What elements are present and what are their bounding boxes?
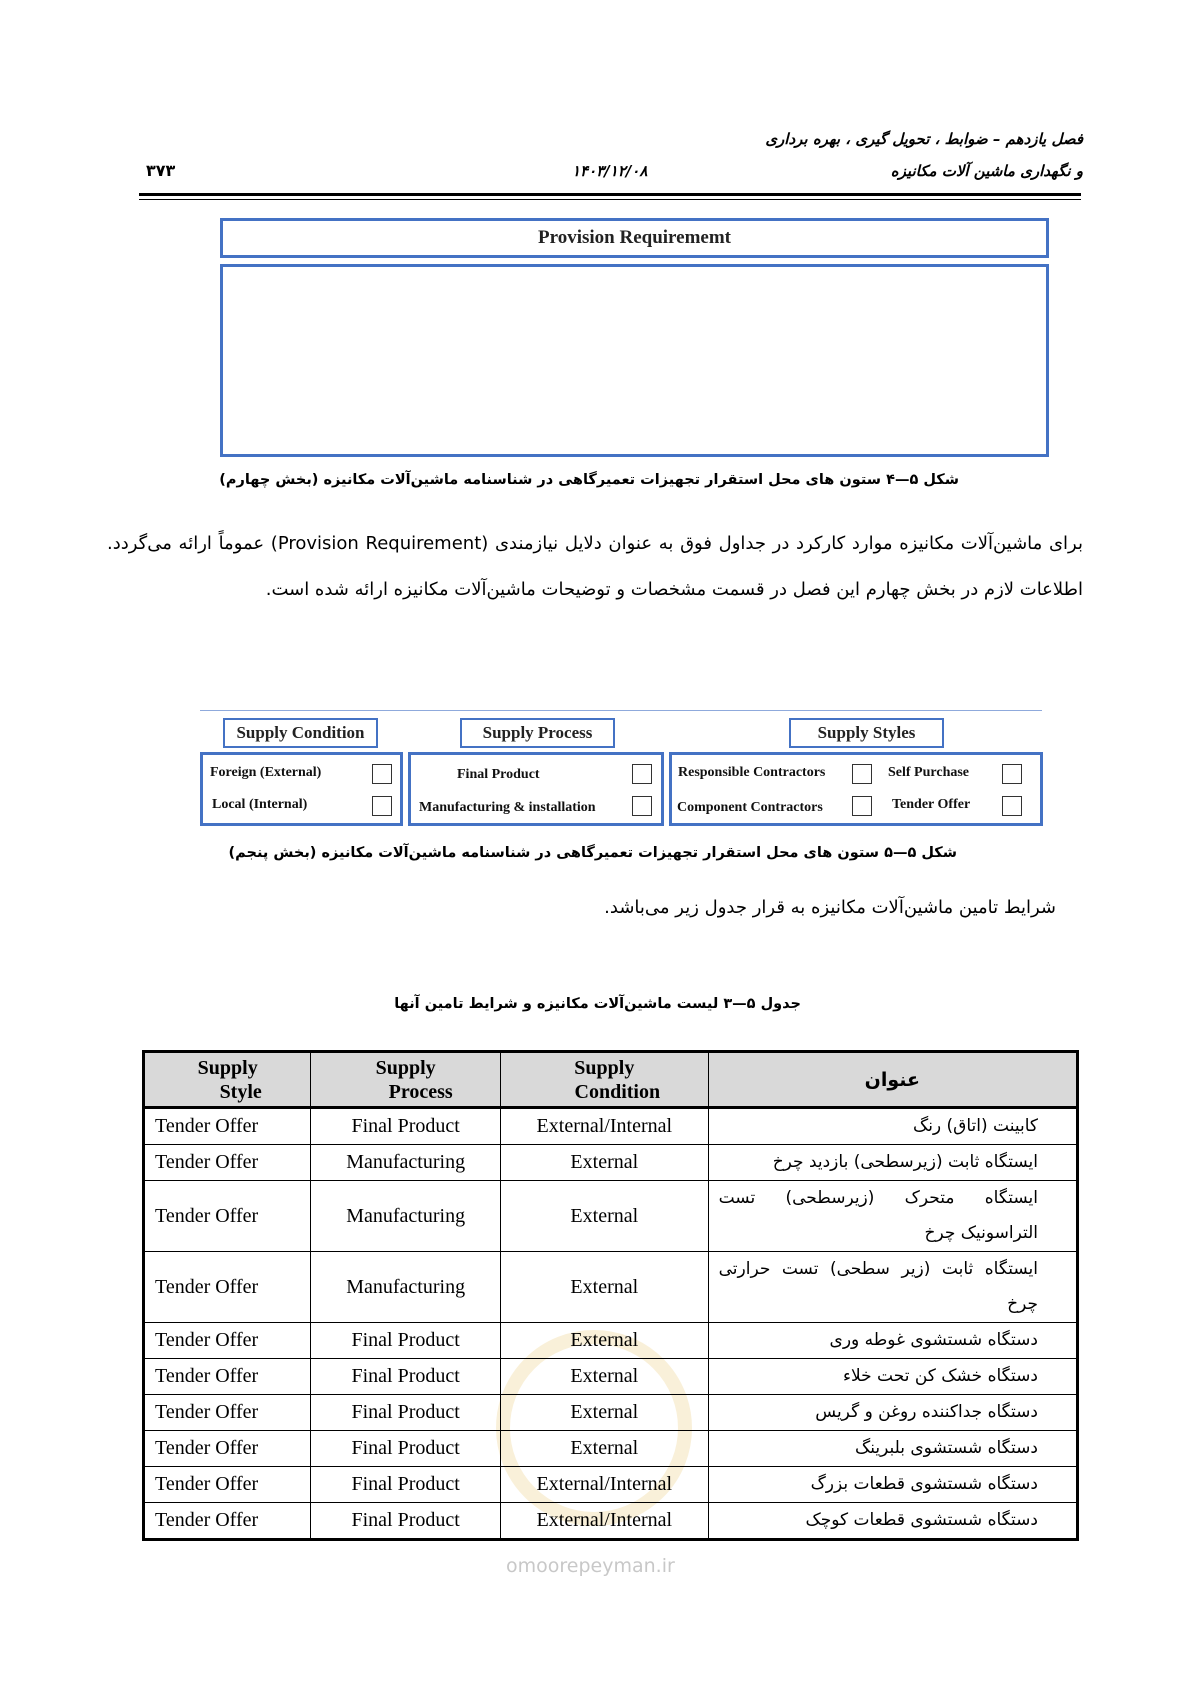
cell-supply-style: Tender Offer (144, 1431, 311, 1467)
checkbox-manufacturing-installation[interactable] (632, 796, 652, 816)
supply-styles-label (789, 718, 944, 748)
option-responsible-contractors: Responsible Contractors (678, 765, 826, 780)
cell-supply-condition: External (500, 1431, 708, 1467)
cell-supply-condition: External (500, 1323, 708, 1359)
checkbox-final-product[interactable] (632, 764, 652, 784)
cell-supply-condition: External (500, 1359, 708, 1395)
cell-supply-style: Tender Offer (144, 1359, 311, 1395)
cell-supply-condition: External/Internal (500, 1467, 708, 1503)
header-supply-style-line1: Supply (197, 1056, 258, 1079)
provision-requirement-title: Provision Requirememt (538, 227, 731, 248)
cell-supply-style: Tender Offer (144, 1395, 311, 1431)
table-row (144, 1323, 1078, 1359)
option-self-purchase: Self Purchase (888, 765, 970, 780)
option-component-contractors: Component Contractors (677, 800, 823, 815)
option-tender-offer: Tender Offer (892, 797, 971, 812)
paragraph-supply-conditions: شرایط تامین ماشین‌آلات مکانیزه به قرار جدول زیر می‌باشد. (604, 897, 1056, 918)
header-date: ۱۴۰۳/۱۲/۰۸ (572, 162, 648, 180)
table-row (144, 1503, 1078, 1540)
page-number: ۳۷۳ (146, 161, 176, 180)
table-row (144, 1145, 1078, 1181)
cell-title: دستگاه شستشوی غوطه وری (708, 1323, 1077, 1359)
table-row (144, 1395, 1078, 1431)
table-header-row (144, 1052, 1078, 1108)
supply-styles-label-text: Supply Styles (817, 723, 916, 742)
provision-requirement-title-box (220, 218, 1049, 258)
table-row (144, 1431, 1078, 1467)
cell-supply-style: Tender Offer (144, 1181, 311, 1252)
header-supply-style (144, 1052, 311, 1108)
cell-supply-process: Final Product (311, 1323, 501, 1359)
cell-title: دستگاه شستشوی بلبرینگ (708, 1431, 1077, 1467)
figure5-top-rule (200, 710, 1042, 711)
cell-supply-process: Manufacturing (311, 1252, 501, 1323)
cell-supply-process: Final Product (311, 1503, 501, 1540)
checkbox-self-purchase[interactable] (1002, 764, 1022, 784)
table-row (144, 1108, 1078, 1145)
option-foreign-external: Foreign (External) (210, 765, 322, 780)
table-row (144, 1181, 1078, 1252)
header-supply-process-line2: Process (388, 1080, 453, 1103)
table-row (144, 1359, 1078, 1395)
cell-supply-process: Final Product (311, 1467, 501, 1503)
header-rule-thick (139, 193, 1081, 196)
provision-requirement-body-box (220, 264, 1049, 457)
cell-title: دستگاه شستشوی قطعات بزرگ (708, 1467, 1077, 1503)
checkbox-foreign-external[interactable] (372, 764, 392, 784)
cell-supply-condition: External/Internal (500, 1108, 708, 1145)
header-supply-condition (500, 1052, 708, 1108)
table-row (144, 1467, 1078, 1503)
cell-title: دستگاه جداکننده روغن و گریس (708, 1395, 1077, 1431)
supply-process-label (460, 718, 615, 748)
watermark-text: omoorepeyman.ir (506, 1555, 675, 1577)
cell-title: دستگاه خشک کن تحت خلاء (708, 1359, 1077, 1395)
paragraph-provision: برای ماشین‌آلات مکانیزه موارد کارکرد در جداول فوق به عنوان دلایل نیازمندی (Provision Requirement) عموماً ارائه می‌گردد. اطلاعات لازم در بخش چهارم این فصل در قسمت مشخصات و توضیحات ماشین‌آلات مکانیزه ارائه شده است. (107, 533, 1083, 600)
option-manufacturing-installation: Manufacturing & installation (419, 800, 596, 815)
cell-supply-process: Manufacturing (311, 1145, 501, 1181)
header-supply-style-line2: Style (219, 1080, 262, 1103)
cell-supply-style: Tender Offer (144, 1467, 311, 1503)
option-local-internal: Local (Internal) (212, 797, 308, 812)
header-supply-condition-line1: Supply (574, 1056, 635, 1079)
cell-supply-condition: External (500, 1145, 708, 1181)
cell-supply-process: Final Product (311, 1395, 501, 1431)
cell-supply-process: Final Product (311, 1431, 501, 1467)
cell-title: ایستگاه متحرک (زیرسطحی) تست التراسونیک چرخ (708, 1181, 1077, 1252)
cell-title: کابینت (اتاق) رنگ (708, 1108, 1077, 1145)
supply-table (142, 1050, 1079, 1541)
table-row (144, 1252, 1078, 1323)
cell-supply-style: Tender Offer (144, 1323, 311, 1359)
checkbox-responsible-contractors[interactable] (852, 764, 872, 784)
chapter-title-line2: و نگهداری ماشین آلات مکانیزه (890, 162, 1083, 180)
header-rule-thin (139, 199, 1081, 200)
header-title: عنوان (708, 1052, 1077, 1108)
cell-title: ایستگاه ثابت (زیرسطحی) بازدید چرخ (708, 1145, 1077, 1181)
cell-supply-condition: External (500, 1252, 708, 1323)
checkbox-local-internal[interactable] (372, 796, 392, 816)
figure5-caption: شکل ۵—۵ ستون های محل استقرار تجهیزات تعمیرگاهی در شناسنامه ماشین‌آلات مکانیزه (بخش پنجم) (228, 845, 957, 861)
header-supply-process (311, 1052, 501, 1108)
cell-supply-style: Tender Offer (144, 1145, 311, 1181)
cell-supply-process: Final Product (311, 1359, 501, 1395)
cell-supply-condition: External (500, 1395, 708, 1431)
supply-condition-label (223, 718, 378, 748)
cell-supply-style: Tender Offer (144, 1503, 311, 1540)
cell-title: دستگاه شستشوی قطعات کوچک (708, 1503, 1077, 1540)
cell-supply-condition: External (500, 1181, 708, 1252)
cell-supply-process: Final Product (311, 1108, 501, 1145)
cell-supply-style: Tender Offer (144, 1108, 311, 1145)
checkbox-tender-offer[interactable] (1002, 796, 1022, 816)
cell-supply-condition: External/Internal (500, 1503, 708, 1540)
checkbox-component-contractors[interactable] (852, 796, 872, 816)
figure4-caption: شکل ۵—۴ ستون های محل استقرار تجهیزات تعمیرگاهی در شناسنامه ماشین‌آلات مکانیزه (بخش چهارم) (219, 472, 959, 488)
supply-condition-label-text: Supply Condition (236, 723, 365, 742)
supply-process-label-text: Supply Process (482, 723, 593, 742)
header-supply-condition-line2: Condition (574, 1080, 661, 1103)
cell-supply-style: Tender Offer (144, 1252, 311, 1323)
table-caption: جدول ۵—۳ لیست ماشین‌آلات مکانیزه و شرایط تامین آنها (394, 996, 801, 1012)
cell-supply-process: Manufacturing (311, 1181, 501, 1252)
option-final-product: Final Product (457, 767, 540, 782)
cell-title: ایستگاه ثابت (زیر سطحی) تست حرارتی چرخ (708, 1252, 1077, 1323)
header-supply-process-line1: Supply (375, 1056, 436, 1079)
chapter-title-line1: فصل یازدهم – ضوابط ، تحویل گیری ، بهره برداری (765, 130, 1083, 148)
